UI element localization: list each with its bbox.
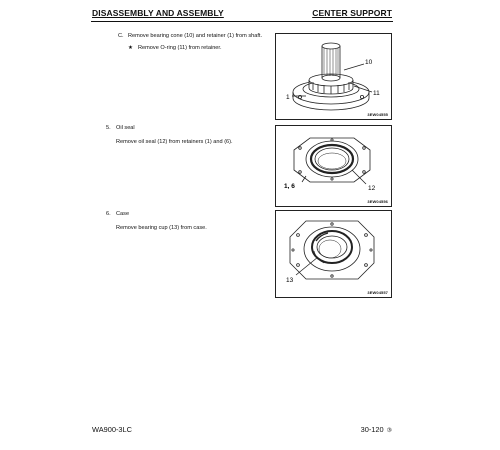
figure-case [275, 210, 392, 298]
revision-mark-icon: ③ [386, 428, 392, 434]
callout-10: 10 [365, 59, 373, 66]
step-5-number: 5. [106, 125, 111, 131]
callout-1: 1 [286, 94, 290, 101]
callout-1-6: 1, 6 [284, 183, 295, 190]
step-5-title: Oil seal [116, 125, 135, 131]
figure-code: 3EW04555 [367, 112, 388, 117]
step-c-line [118, 33, 263, 40]
oil-seal-drawing [276, 126, 391, 206]
callout-11: 11 [373, 90, 380, 97]
step-5-instruction: Remove oil seal (12) from retainers (1) and (6). [116, 139, 233, 145]
page-number [361, 425, 392, 434]
header-rule [91, 21, 393, 22]
figure-code: 3EW04557 [367, 290, 388, 295]
bearing-cone-drawing [276, 34, 391, 119]
step-6-number: 6. [106, 211, 111, 217]
figure-oil-seal [275, 125, 392, 207]
callout-13: 13 [286, 277, 294, 284]
page-number-text: 30-120 [360, 425, 384, 434]
model-number: WA900-3LC [92, 425, 132, 434]
step-c-text: Remove bearing cone (10) and retainer (1) from shaft. [128, 33, 263, 39]
section-title: DISASSEMBLY AND ASSEMBLY [92, 8, 224, 18]
step-5-line [106, 125, 135, 132]
step-6-line [106, 211, 130, 218]
step-6-title: Case [116, 211, 130, 217]
figure-code: 3EW04556 [367, 199, 388, 204]
note-text: Remove O-ring (11) from retainer. [138, 45, 222, 51]
figure-bearing-cone [275, 33, 392, 120]
case-drawing [276, 211, 391, 297]
star-note-icon: ★ [128, 45, 134, 51]
note-line [128, 45, 222, 52]
step-c-label: C. [118, 33, 124, 39]
callout-12: 12 [368, 185, 376, 192]
step-6-instruction: Remove bearing cup (13) from case. [116, 225, 207, 231]
subsection-title: CENTER SUPPORT [312, 8, 392, 18]
